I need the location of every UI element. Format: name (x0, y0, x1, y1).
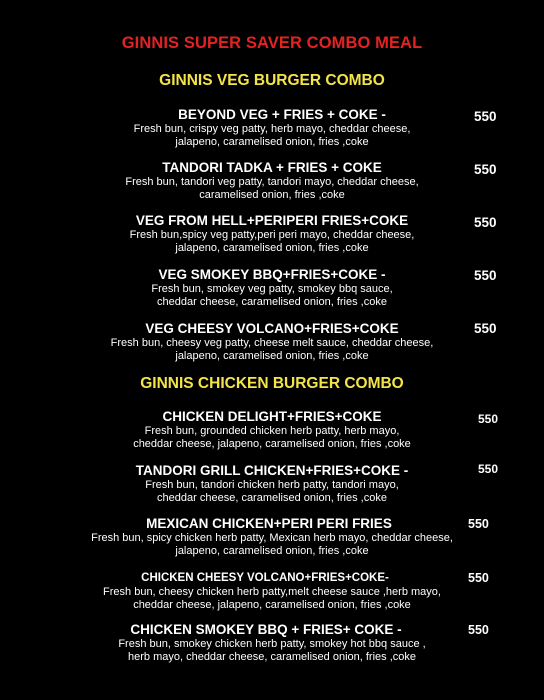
item-description: jalapeno, caramelised onion, fries ,coke (175, 350, 369, 362)
item-price: 550 (474, 321, 497, 336)
veg-section-heading: GINNIS VEG BURGER COMBO (159, 72, 385, 89)
item-name: CHICKEN CHEESY VOLCANO+FRIES+COKE- (141, 572, 389, 584)
item-description: Fresh bun, smokey chicken herb patty, smokey hot bbq sauce , (118, 638, 426, 650)
menu-item (0, 213, 544, 255)
item-description: Fresh bun, cheesy chicken herb patty,melt cheese sauce ,herb mayo, (103, 586, 441, 598)
item-description: Fresh bun, tandori chicken herb patty, tandori mayo, (145, 479, 399, 491)
item-name: VEG SMOKEY BBQ+FRIES+COKE - (158, 267, 386, 282)
item-price: 550 (474, 215, 497, 230)
item-description: herb mayo, cheddar cheese, caramelised onion, fries ,coke (128, 651, 416, 663)
menu-item (0, 160, 544, 202)
item-description: jalapeno, caramelised onion, fries ,coke (175, 242, 369, 254)
item-description: Fresh bun, smokey veg patty, smokey bbq sauce, (151, 283, 393, 295)
menu-item (0, 622, 544, 664)
item-price: 550 (468, 623, 489, 637)
item-description: Fresh bun, tandori veg patty, tandori mayo, cheddar cheese, (125, 176, 419, 188)
item-description: cheddar cheese, caramelised onion, fries ,coke (157, 492, 387, 504)
item-name: CHICKEN SMOKEY BBQ + FRIES+ COKE - (130, 622, 402, 637)
item-description: jalapeno, caramelised onion, fries ,coke (175, 136, 369, 148)
menu-item (0, 516, 544, 558)
item-description: cheddar cheese, jalapeno, caramelised onion, fries ,coke (133, 599, 411, 611)
menu-title: GINNIS SUPER SAVER COMBO MEAL (121, 34, 423, 52)
menu-item (0, 463, 544, 505)
item-price: 550 (474, 162, 497, 177)
item-price: 550 (474, 109, 497, 124)
item-price: 550 (478, 412, 499, 426)
item-price: 550 (468, 571, 489, 585)
item-description: Fresh bun, spicy chicken herb patty, Mexican herb mayo, cheddar cheese, (91, 532, 453, 544)
chicken-section-heading: GINNIS CHICKEN BURGER COMBO (140, 375, 404, 392)
item-description: Fresh bun, cheesy veg patty, cheese melt sauce, cheddar cheese, (110, 337, 434, 349)
menu-item (0, 570, 544, 612)
menu-item (0, 267, 544, 309)
item-description: jalapeno, caramelised onion, fries ,coke (175, 545, 369, 557)
item-name: MEXICAN CHICKEN+PERI PERI FRIES (146, 516, 392, 531)
item-name: CHICKEN DELIGHT+FRIES+COKE (162, 409, 382, 424)
menu-item (0, 107, 544, 149)
menu-item (0, 409, 544, 451)
item-description: Fresh bun, grounded chicken herb patty, herb mayo, (144, 425, 400, 437)
menu-item (0, 321, 544, 363)
item-name: TANDORI GRILL CHICKEN+FRIES+COKE - (135, 463, 409, 478)
item-description: cheddar cheese, caramelised onion, fries ,coke (157, 296, 387, 308)
item-name: TANDORI TADKA + FRIES + COKE (162, 160, 382, 175)
item-price: 550 (468, 517, 489, 531)
item-description: Fresh bun, crispy veg patty, herb mayo, cheddar cheese, (133, 123, 411, 135)
item-price: 550 (474, 268, 497, 283)
item-description: cheddar cheese, jalapeno, caramelised onion, fries ,coke (133, 438, 411, 450)
item-name: VEG FROM HELL+PERIPERI FRIES+COKE (135, 213, 409, 228)
item-description: Fresh bun,spicy veg patty,peri peri mayo, cheddar cheese, (129, 229, 415, 241)
item-name: VEG CHEESY VOLCANO+FRIES+COKE (145, 321, 399, 336)
item-price: 550 (478, 462, 499, 476)
item-name: BEYOND VEG + FRIES + COKE - (178, 107, 386, 122)
item-description: caramelised onion, fries ,coke (199, 189, 345, 201)
